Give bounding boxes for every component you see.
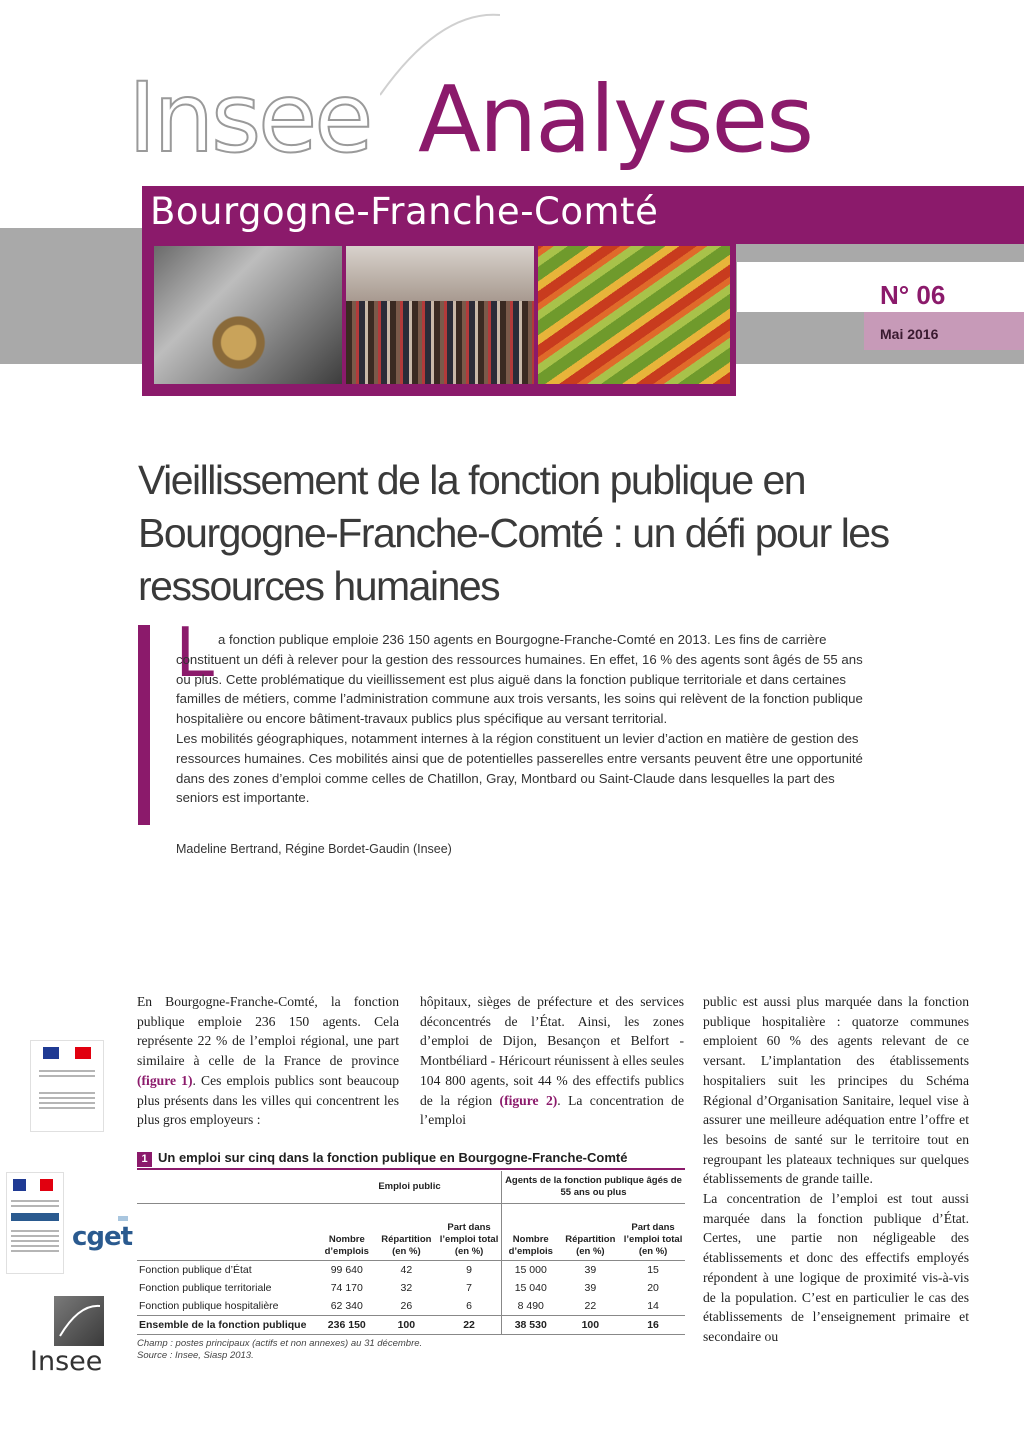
body-text: hôpitaux, sièges de préfecture et des services déconcentrés de l’État. Ainsi, les zones d’emploi de Dijon, Besançon et Belfort - Montbéliard - Héricourt réunissent à elles seules 104 800 agents, soit 44 % des effectifs publics de la région bbox=[420, 994, 684, 1108]
body-column-3 bbox=[703, 992, 969, 1347]
table-cell: 236 150 bbox=[318, 1316, 376, 1335]
figure-title-text: Un emploi sur cinq dans la fonction publique en Bourgogne-Franche-Comté bbox=[158, 1150, 628, 1165]
figure-1-link[interactable]: (figure 1) bbox=[137, 1072, 193, 1088]
region-title: Bourgogne-Franche-Comté bbox=[150, 190, 659, 233]
table-cell: 8 490 bbox=[501, 1297, 559, 1316]
photo-industry bbox=[154, 246, 342, 384]
chapeau-paragraph-1: a fonction publique emploie 236 150 agents en Bourgogne-Franche-Comté en 2013. Les fins de carrière constituent un défi à relever pour la gestion des ressources humaines. En effet, 16 % des agents sont âgés de 55 ans ou plus. Cette problématique du vieillissement est plus aiguë dans la fonction publique territoriale et dans certaines familles de métiers, comme l’administration commune aux trois versants, les soins qui relèvent de la fonction publique hospitalière ou encore bâtiment-travaux publics plus spécifique au versant territorial. bbox=[176, 632, 863, 727]
table-cell: 6 bbox=[466, 1300, 472, 1312]
table-cell: 39 bbox=[584, 1264, 597, 1276]
table-cell: 15 bbox=[647, 1264, 659, 1276]
page-title: Vieillissement de la fonction publique en Bourgogne-Franche-Comté : un défi pour les ressources humaines bbox=[138, 457, 889, 609]
table-cell: 74 170 bbox=[330, 1282, 363, 1294]
table-cell: 20 bbox=[647, 1282, 659, 1294]
flag-icon bbox=[43, 1047, 91, 1059]
figure-1-table bbox=[137, 1171, 685, 1335]
flag-icon bbox=[13, 1179, 53, 1191]
figure-note-scope: Champ : postes principaux (actifs et non annexes) au 31 décembre. bbox=[137, 1338, 423, 1349]
table-corner bbox=[137, 1171, 318, 1204]
figure-1-title bbox=[137, 1150, 682, 1167]
chapeau-paragraph-2: Les mobilités géographiques, notamment internes à la région constituent un levier d’action en matière de gestion des ressources humaines. Ces mobilités ainsi que de potentielles passerelles entre versants peuvent être une opportunité dans des zones d’emploi comme celles de Chatillon, Gray, Montbard ou Saint-Claude dans lesquelles la part des seniors est importante. bbox=[176, 730, 863, 806]
col-header: Part dans l’emploi total (en %) bbox=[437, 1204, 501, 1261]
col-header: Nombre d’emplois bbox=[318, 1204, 376, 1261]
body-text: La concentration de l’emploi est tout aussi marquée dans la fonction publique d’État. Certes, une partie non négligeable des établissements et donc des effectifs employés répondent à une logique de proximité vis-à-vis de la population. C’est en particulier le cas des établissements de l’enseignement primaire et secondaire ou bbox=[703, 1191, 969, 1344]
group-header-seniors: Agents de la fonction publique âgés de 55 ans ou plus bbox=[501, 1171, 685, 1204]
col-header: Répartition (en %) bbox=[560, 1204, 622, 1261]
logo-small-print bbox=[11, 1197, 59, 1210]
logo-small-print bbox=[11, 1227, 59, 1255]
photo-vineyard bbox=[538, 246, 730, 384]
row-label: Fonction publique hospitalière bbox=[139, 1300, 279, 1312]
insee-logo-icon bbox=[54, 1296, 104, 1346]
table-cell: 22 bbox=[584, 1300, 597, 1312]
col-header: Répartition (en %) bbox=[376, 1204, 438, 1261]
table-cell: 99 640 bbox=[330, 1264, 363, 1276]
insee-logo-text: Insee bbox=[30, 1346, 103, 1377]
chapeau-accent-bar bbox=[138, 625, 150, 825]
body-text: public est aussi plus marquée dans la fonction publique hospitalière : quatorze communes emploient 60 % des agents relevant de ce versant. L’implantation des établissements hospitaliers suit les principes du Schéma Régional d’Organisation Sanitaire, lequel vise à assurer une meilleure adéquation entre l’offre et les besoins de santé sur le territoire tout en regroupant les plateaux techniques sur quelques établissements de grande taille. bbox=[703, 994, 969, 1187]
chapeau-dropcap: L bbox=[176, 612, 217, 692]
table-cell: 38 530 bbox=[501, 1316, 559, 1335]
logo-small-print bbox=[39, 1067, 95, 1080]
photo-crowd bbox=[346, 246, 534, 384]
table-cell: 14 bbox=[647, 1300, 659, 1312]
issue-number: N° 06 bbox=[880, 280, 946, 310]
table-cell: 100 bbox=[560, 1316, 622, 1335]
figure-title-rule bbox=[137, 1168, 685, 1170]
brand-insee: Insee bbox=[128, 62, 371, 174]
cget-mark-icon bbox=[118, 1216, 128, 1221]
table-cell: 9 bbox=[466, 1264, 472, 1276]
table-cell: 42 bbox=[400, 1264, 413, 1276]
body-text: . La concentration de l’emploi bbox=[420, 1092, 684, 1128]
prefecture-logo-icon bbox=[6, 1172, 64, 1274]
cget-logo: cget bbox=[72, 1222, 133, 1252]
figure-2-link[interactable]: (figure 2) bbox=[499, 1092, 558, 1108]
table-cell: 39 bbox=[584, 1282, 597, 1294]
brand-analyses: Analyses bbox=[418, 66, 813, 173]
table-cell: 22 bbox=[437, 1316, 501, 1335]
table-cell: 15 000 bbox=[501, 1261, 559, 1280]
group-header-emploi-public: Emploi public bbox=[318, 1171, 501, 1204]
table-cell: 26 bbox=[400, 1300, 413, 1312]
table-cell: 100 bbox=[376, 1316, 438, 1335]
figure-note-source: Source : Insee, Siasp 2013. bbox=[137, 1350, 254, 1361]
body-column-2 bbox=[420, 992, 684, 1130]
logo-small-print bbox=[39, 1089, 95, 1112]
table-cell: 62 340 bbox=[330, 1300, 363, 1312]
table-cell: 15 040 bbox=[501, 1279, 559, 1297]
body-text: En Bourgogne-Franche-Comté, la fonction publique emploie 236 150 agents. Cela représente 22 % de l’emploi régional, une part similaire à celle de la France de province bbox=[137, 994, 399, 1069]
body-column-1 bbox=[137, 992, 399, 1130]
issue-date: Mai 2016 bbox=[880, 326, 939, 342]
row-label: Fonction publique d’État bbox=[139, 1264, 252, 1276]
figure-1-notes bbox=[137, 1338, 422, 1362]
figure-number-badge: 1 bbox=[137, 1152, 152, 1167]
table-cell: 7 bbox=[466, 1282, 472, 1294]
logo-blue-bar bbox=[11, 1213, 59, 1221]
insee-logo-mark-icon bbox=[54, 1296, 104, 1346]
col-header: Nombre d’emplois bbox=[501, 1204, 559, 1261]
row-label: Fonction publique territoriale bbox=[139, 1282, 272, 1294]
col-header: Part dans l’emploi total (en %) bbox=[621, 1204, 685, 1261]
table-row bbox=[137, 1261, 685, 1280]
table-row bbox=[137, 1279, 685, 1297]
table-cell: 32 bbox=[400, 1282, 413, 1294]
table-cell: 16 bbox=[621, 1316, 685, 1335]
table-row bbox=[137, 1297, 685, 1316]
row-label: Ensemble de la fonction publique bbox=[137, 1316, 318, 1335]
authors: Madeline Bertrand, Régine Bordet-Gaudin (Insee) bbox=[176, 842, 452, 856]
table-corner bbox=[137, 1204, 318, 1261]
chapeau-text bbox=[176, 630, 866, 808]
marianne-logo-icon bbox=[30, 1040, 104, 1132]
table-total-row bbox=[137, 1316, 685, 1335]
body-text: . Ces emplois publics sont beaucoup plus présents dans les villes qui concentrent les plus gros employeurs : bbox=[137, 1072, 399, 1128]
